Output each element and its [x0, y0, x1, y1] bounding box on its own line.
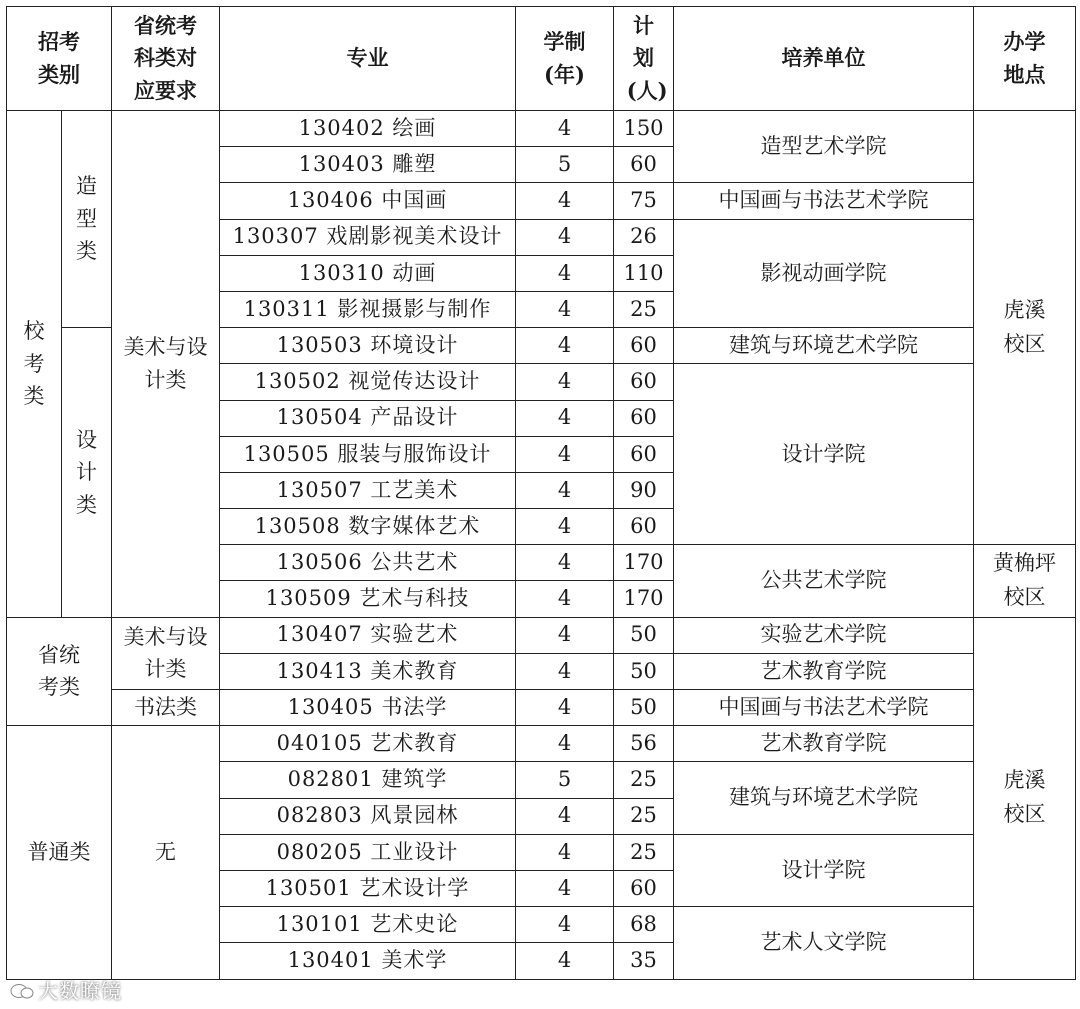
- table-row: [7, 111, 1076, 147]
- header-plan: 计划(人): [614, 7, 674, 111]
- duration-cell: 4: [516, 183, 614, 219]
- plan-cell: 68: [614, 907, 674, 943]
- duration-cell: 4: [516, 617, 614, 653]
- major-cell: 130311 影视摄影与制作: [220, 291, 516, 327]
- major-cell: 130310 动画: [220, 255, 516, 291]
- major-cell: 130501 艺术设计学: [220, 870, 516, 906]
- plan-cell: 25: [614, 834, 674, 870]
- duration-cell: 4: [516, 581, 614, 617]
- major-cell: 130401 美术学: [220, 943, 516, 979]
- campus-cell: 黄桷坪 校区: [974, 545, 1076, 617]
- plan-cell: 150: [614, 111, 674, 147]
- major-cell: 130509 艺术与科技: [220, 581, 516, 617]
- duration-cell: 4: [516, 653, 614, 689]
- header-row: [7, 7, 1076, 111]
- major-cell: 130505 服装与服饰设计: [220, 436, 516, 472]
- duration-cell: 4: [516, 690, 614, 726]
- duration-cell: 4: [516, 509, 614, 545]
- plan-cell: 90: [614, 472, 674, 508]
- major-cell: 130402 绘画: [220, 111, 516, 147]
- requirement-meishu: 美术与设计类: [112, 111, 220, 618]
- college-cell: 建筑与环境艺术学院: [674, 328, 974, 364]
- duration-cell: 4: [516, 472, 614, 508]
- major-cell: 082801 建筑学: [220, 762, 516, 798]
- plan-cell: 60: [614, 400, 674, 436]
- plan-cell: 50: [614, 690, 674, 726]
- plan-cell: 50: [614, 617, 674, 653]
- college-cell: 实验艺术学院: [674, 617, 974, 653]
- college-cell: 艺术教育学院: [674, 726, 974, 762]
- duration-cell: 4: [516, 219, 614, 255]
- college-cell: 艺术教育学院: [674, 653, 974, 689]
- major-cell: 130406 中国画: [220, 183, 516, 219]
- duration-cell: 5: [516, 762, 614, 798]
- duration-cell: 4: [516, 907, 614, 943]
- major-cell: 130503 环境设计: [220, 328, 516, 364]
- group-general: 普通类: [7, 726, 112, 979]
- campus-cell: 虎溪 校区: [974, 111, 1076, 545]
- duration-cell: 4: [516, 798, 614, 834]
- speech-bubble-icon: [10, 982, 34, 1002]
- major-cell: 082803 风景园林: [220, 798, 516, 834]
- plan-cell: 170: [614, 545, 674, 581]
- duration-cell: 4: [516, 400, 614, 436]
- plan-cell: 60: [614, 870, 674, 906]
- header-category: 招考类别: [7, 7, 112, 111]
- plan-cell: 75: [614, 183, 674, 219]
- major-cell: 130508 数字媒体艺术: [220, 509, 516, 545]
- duration-cell: 5: [516, 147, 614, 183]
- requirement-meishu: 美术与设计类: [112, 617, 220, 689]
- college-cell: 公共艺术学院: [674, 545, 974, 617]
- table-row: [7, 690, 1076, 726]
- plan-cell: 60: [614, 328, 674, 364]
- duration-cell: 4: [516, 436, 614, 472]
- college-cell: 影视动画学院: [674, 219, 974, 328]
- group-provincial: 省统考类: [7, 617, 112, 726]
- duration-cell: 4: [516, 111, 614, 147]
- plan-cell: 110: [614, 255, 674, 291]
- plan-cell: 170: [614, 581, 674, 617]
- plan-cell: 60: [614, 436, 674, 472]
- plan-cell: 60: [614, 147, 674, 183]
- college-cell: 中国画与书法艺术学院: [674, 183, 974, 219]
- plan-cell: 60: [614, 509, 674, 545]
- major-cell: 130413 美术教育: [220, 653, 516, 689]
- major-cell: 130506 公共艺术: [220, 545, 516, 581]
- major-cell: 130407 实验艺术: [220, 617, 516, 653]
- duration-cell: 4: [516, 943, 614, 979]
- college-cell: 设计学院: [674, 364, 974, 545]
- header-college: 培养单位: [674, 7, 974, 111]
- subgroup-zaoxing: 造型类: [62, 111, 112, 328]
- major-cell: 130507 工艺美术: [220, 472, 516, 508]
- major-cell: 130403 雕塑: [220, 147, 516, 183]
- duration-cell: 4: [516, 255, 614, 291]
- major-cell: 080205 工业设计: [220, 834, 516, 870]
- campus-cell: 虎溪 校区: [974, 617, 1076, 979]
- group-school: 校考类: [7, 111, 62, 618]
- plan-cell: 25: [614, 291, 674, 327]
- plan-cell: 60: [614, 364, 674, 400]
- duration-cell: 4: [516, 545, 614, 581]
- admissions-plan-table: [6, 6, 1076, 980]
- college-cell: 设计学院: [674, 834, 974, 906]
- table-row: [7, 726, 1076, 762]
- plan-cell: 50: [614, 653, 674, 689]
- subgroup-sheji: 设计类: [62, 328, 112, 618]
- header-major: 专业: [220, 7, 516, 111]
- major-cell: 040105 艺术教育: [220, 726, 516, 762]
- plan-cell: 35: [614, 943, 674, 979]
- major-cell: 130307 戏剧影视美术设计: [220, 219, 516, 255]
- header-requirement: 省统考科类对应要求: [112, 7, 220, 111]
- major-cell: 130101 艺术史论: [220, 907, 516, 943]
- requirement-shufa: 书法类: [112, 690, 220, 726]
- duration-cell: 4: [516, 291, 614, 327]
- duration-cell: 4: [516, 834, 614, 870]
- college-cell: 中国画与书法艺术学院: [674, 690, 974, 726]
- watermark-text: 大数瞭镜: [38, 979, 122, 1003]
- watermark: [10, 975, 122, 1004]
- plan-cell: 25: [614, 798, 674, 834]
- plan-cell: 56: [614, 726, 674, 762]
- plan-cell: 25: [614, 762, 674, 798]
- duration-cell: 4: [516, 328, 614, 364]
- duration-cell: 4: [516, 364, 614, 400]
- plan-cell: 26: [614, 219, 674, 255]
- college-cell: 艺术人文学院: [674, 907, 974, 979]
- duration-cell: 4: [516, 726, 614, 762]
- header-campus: 办学地点: [974, 7, 1076, 111]
- requirement-none: 无: [112, 726, 220, 979]
- major-cell: 130504 产品设计: [220, 400, 516, 436]
- major-cell: 130405 书法学: [220, 690, 516, 726]
- college-cell: 建筑与环境艺术学院: [674, 762, 974, 834]
- header-duration: 学制(年): [516, 7, 614, 111]
- table-row: [7, 617, 1076, 653]
- college-cell: 造型艺术学院: [674, 111, 974, 183]
- major-cell: 130502 视觉传达设计: [220, 364, 516, 400]
- duration-cell: 4: [516, 870, 614, 906]
